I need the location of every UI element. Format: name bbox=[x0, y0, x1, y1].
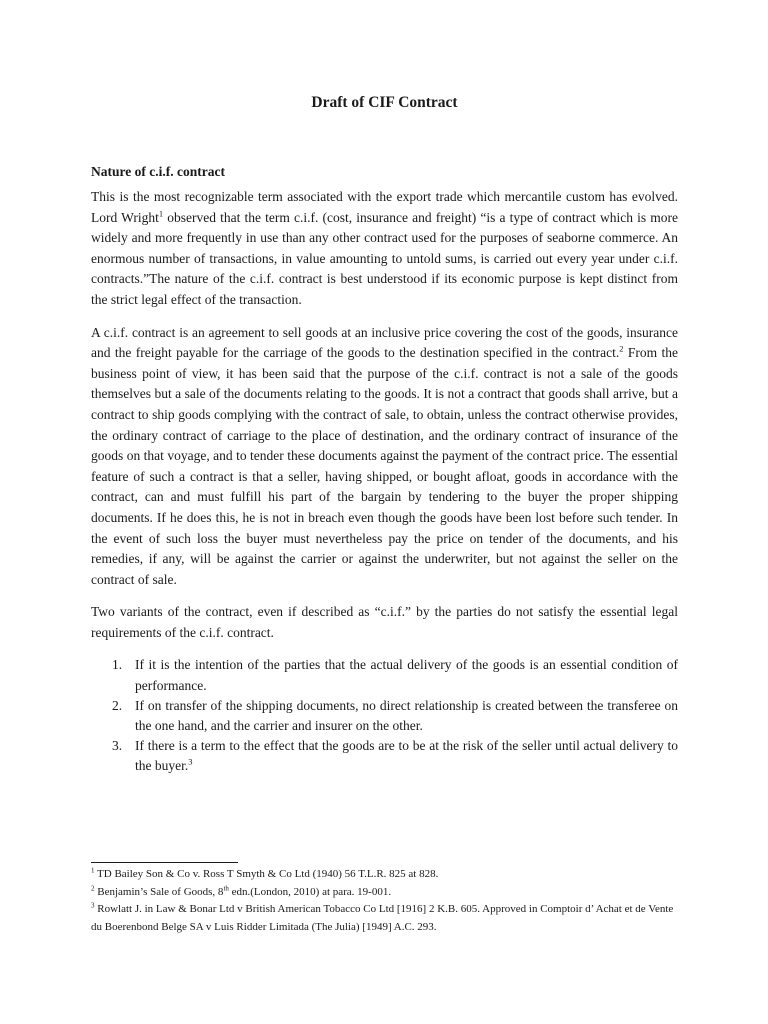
list-item-number: 2. bbox=[112, 697, 123, 713]
footnote-mark: 1 bbox=[91, 866, 95, 875]
footnote-1 bbox=[91, 866, 678, 884]
footnote-text-b: edn.(London, 2010) at para. 19-001. bbox=[228, 885, 392, 898]
document-title: Draft of CIF Contract bbox=[311, 94, 458, 111]
conditions-list bbox=[91, 655, 678, 776]
paragraph-1 bbox=[91, 187, 678, 311]
paragraph-2-text-a: A c.i.f. contract is an agreement to sell goods at an inclusive price covering the cost of the goods, insurance and the freight payable for the carriage of the goods to the destination specified in the contract. bbox=[91, 324, 678, 361]
paragraph-2 bbox=[91, 323, 678, 591]
list-item-number: 1. bbox=[112, 657, 123, 673]
paragraph-1-text-a: This is the most recognizable term associated with the export trade which mercantile custom has evolved. Lord Wright bbox=[91, 189, 678, 225]
list-item-text: If on transfer of the shipping documents, no direct relationship is created between the transferee on the one hand, and the carrier and insurer on the other. bbox=[135, 697, 678, 734]
footnote-ref-1[interactable]: 1 bbox=[158, 208, 164, 219]
list-item bbox=[112, 736, 678, 776]
footnote-ref-3[interactable]: 3 bbox=[188, 756, 193, 767]
footnote-mark: 3 bbox=[91, 901, 95, 910]
footnote-text-a: Benjamin’s Sale of Goods, 8 bbox=[94, 885, 224, 898]
document-body bbox=[91, 187, 678, 777]
section-heading: Nature of c.i.f. contract bbox=[91, 164, 225, 179]
list-item-text: If it is the intention of the parties that the actual delivery of the goods is an essential condition of performance. bbox=[135, 657, 678, 693]
footnote-2 bbox=[91, 884, 678, 902]
paragraph-3: Two variants of the contract, even if described as “c.i.f.” by the parties do not satisfy the essential legal requirements of the c.i.f. contract. bbox=[91, 604, 678, 640]
list-item-number: 3. bbox=[112, 738, 123, 754]
paragraph-1-text-b: observed that the term c.i.f. (cost, insurance and freight) “is a type of contract which is more widely and more frequently in use than any other contract used for the purposes of seaborne commerce. An enormous number of transactions, in value amounting to untold sums, is carried out every year under c.i.f. contracts.”The nature of the c.i.f. contract is best understood if its economic purpose is kept distinct from the strict legal effect of the transaction. bbox=[91, 209, 678, 307]
list-item bbox=[112, 655, 678, 695]
paragraph-2-text-b: From the business point of view, it has been said that the purpose of the c.i.f. contract is not a sale of the goods themselves but a sale of the documents relating to the goods. It is not a contract that goods shall arrive, but a contract to ship goods complying with the contract of sale, to obtain, unless the contract otherwise provides, the ordinary contract of carriage to the place of destination, and the ordinary contract of insurance of the goods on that voyage, and to tender these documents against the payment of the contract price. The essential feature of such a contract is that a seller, having shipped, or bought afloat, goods in accordance with the contract, can and must fulfill his part of the bargain by tendering to the buyer the proper shipping documents. If he does this, he is not in breach even though the goods have been lost before such tender. In the event of such loss the buyer must nevertheless pay the price on tender of the documents, and his remedies, if any, will be against the carrier or against the underwriter, but not against the seller on the contract of sale. bbox=[91, 345, 679, 587]
footnotes bbox=[91, 866, 678, 936]
ordinal-suffix: th bbox=[223, 883, 229, 892]
footnote-3 bbox=[91, 901, 678, 936]
footnote-ref-2[interactable]: 2 bbox=[619, 343, 624, 354]
footnote-separator bbox=[91, 862, 238, 863]
list-item bbox=[112, 696, 678, 736]
footnote-mark: 2 bbox=[91, 883, 95, 892]
footnote-text: Rowlatt J. in Law & Bonar Ltd v British American Tobacco Co Ltd [1916] 2 K.B. 605. Approved in Comptoir d’ Achat et de Vente du Boerenbond Belge SA v Luis Ridder Limitada (The Julia) [1949] A.C. 293. bbox=[91, 903, 674, 933]
list-item-text: If there is a term to the effect that the goods are to be at the risk of the seller until actual delivery to the buyer. bbox=[135, 738, 678, 774]
footnote-text: TD Bailey Son & Co v. Ross T Smyth & Co Ltd (1940) 56 T.L.R. 825 at 828. bbox=[94, 868, 439, 880]
